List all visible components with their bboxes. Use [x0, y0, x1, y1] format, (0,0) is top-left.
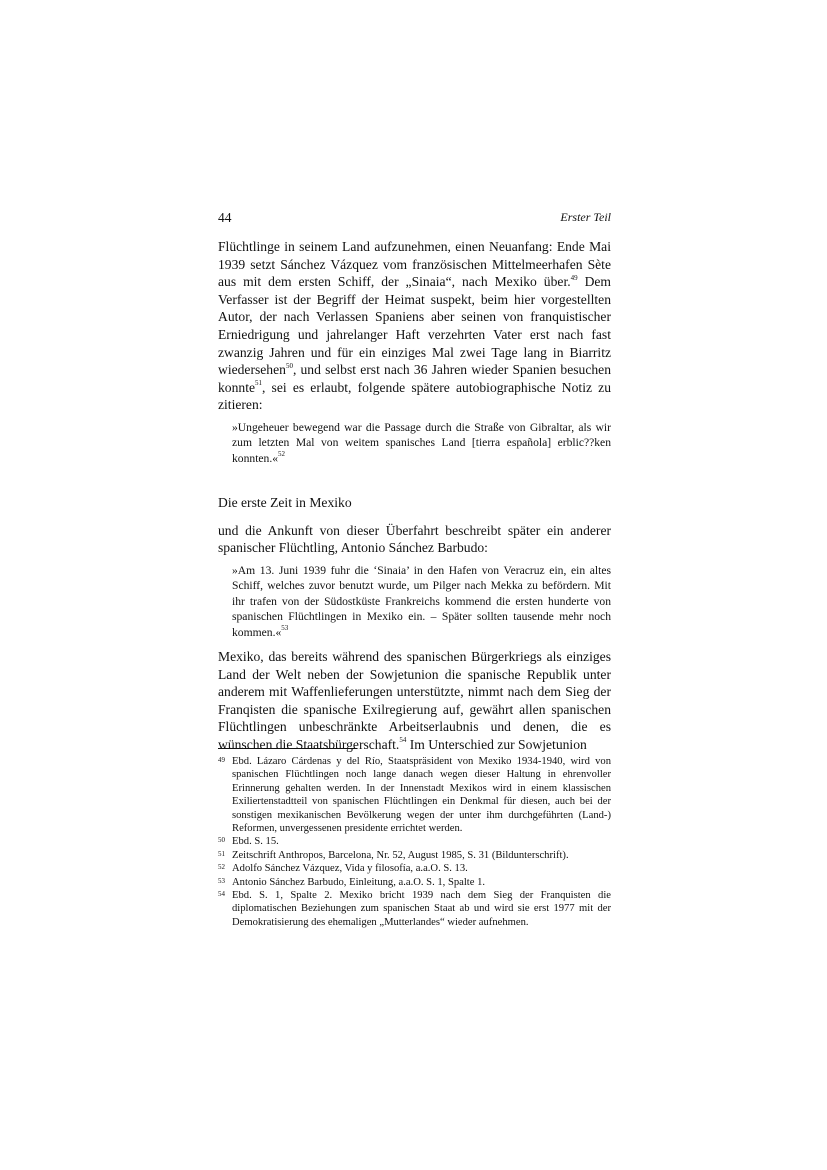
footnote-54	[218, 889, 611, 929]
block-quote-1-text: »Ungeheuer bewegend war die Passage durch die Straße von Gibraltar, als wir zum letzten Mal von weitem spanisches Land [tierra española] erblic??ken konnten.«	[232, 420, 611, 465]
paragraph-1-text-d: , sei es erlaubt, folgende spätere autobiographische Notiz zu zitieren:	[218, 379, 611, 413]
footnote-text: Adolfo Sánchez Vázquez, Vida y filosofía, a.a.O. S. 13.	[232, 863, 468, 875]
paragraph-1-text-a: Flüchtlinge in seinem Land aufzunehmen, einen Neuanfang: Ende Mai 1939 setzt Sánchez Vázquez vom französischen Mittelmeerhafen Sète aus mit dem ersten Schiff, der „Sinaia“, nach Mexiko über.	[218, 239, 611, 290]
paragraph-1	[218, 238, 611, 414]
footnote-ref-50: 50	[285, 361, 293, 370]
footnote-text: Zeitschrift Anthropos, Barcelona, Nr. 52, August 1985, S. 31 (Bildunterschrift).	[232, 849, 569, 861]
running-title: Erster Teil	[560, 210, 611, 224]
footnote-number: 51	[218, 849, 225, 858]
footnote-text: Antonio Sánchez Barbudo, Einleitung, a.a.O. S. 1, Spalte 1.	[232, 876, 486, 888]
footnote-divider	[218, 748, 357, 749]
footnote-number: 53	[218, 876, 225, 885]
footnote-text: Ebd. S. 1, Spalte 2. Mexiko bricht 1939 nach dem Sieg der Franquisten die diplomatischen Beziehungen zum spanischen Staat ab und wird sie erst 1977 mit der Demokratisierung des ehemaligen „Mutterlandes“ wieder aufnehmen.	[232, 890, 611, 928]
paragraph-1-text-b: Dem Verfasser ist der Begriff der Heimat suspekt, beim hier vorgestellten Autor, der nach Verlassen Spaniens aber seinen von franquistischer Erniedrigung und jahrelanger Haft verzehrten Vater erst nach fast zwanzig Jahren und für ein einziges Mal zwei Tage lang in Biarritz wiedersehen	[218, 274, 612, 378]
block-quote-2	[218, 563, 611, 640]
footnote-number: 50	[218, 836, 225, 845]
footnote-50	[218, 835, 611, 848]
footnote-ref-49: 49	[570, 273, 578, 282]
footnote-52	[218, 862, 611, 875]
footnote-number: 54	[218, 890, 225, 899]
paragraph-3-text-b: Im Unterschied zur Sowjetunion	[406, 736, 587, 752]
footnotes	[218, 755, 611, 929]
footnote-number: 49	[218, 756, 225, 764]
footnote-number: 52	[218, 863, 225, 872]
footnote-ref-52: 52	[278, 449, 286, 458]
footnote-53	[218, 876, 611, 889]
footnote-49	[218, 755, 611, 835]
paragraph-3-text-a: Mexiko, das bereits während des spanischen Bürgerkriegs als einziges Land der Welt neben der Sowjetunion die spanische Republik unter anderem mit Waffenlieferungen unterstützte, nimmt nach dem Sieg der Franqisten die spanische Exilregierung auf, gewährt allen spanischen Flüchtlingen unbeschränkte Arbeitserlaubnis und denen, die es wünschen die Staatsbürgerschaft.	[218, 648, 611, 752]
main-text	[218, 238, 611, 754]
block-quote-2-text: »Am 13. Juni 1939 fuhr die ‘Sinaia’ in den Hafen von Veracruz ein, ein altes Schiff, welches zuvor benutzt wurde, um Pilger nach Mekka zu befördern. Mit ihr trafen von der Südostküste Frankreichs kommend die ersten hunderte von spanischen Flüchtlingen in Mexiko ein. – Später sollten tausende mehr noch kommen.«	[232, 563, 611, 639]
footnote-text: Ebd. Lázaro Cárdenas y del Río, Staatspräsident von Mexiko 1934-1940, wird von spanischen Flüchtlingen noch lange danach wegen dieser Haltung in ehrenvoller Erinnerung gehalten werden. In der Innenstadt Mexikos wird in einem klassischen Exiliertenstadtteil von spanischen Flüchtlingen ein Denkmal für diesen, auch bei der sonstigen mexikanischen Bevölkerung wegen der unter ihm durchgeführten (Land-) Reformen, unvergessenen presidente errichtet werden.	[232, 756, 611, 835]
paragraph-2: und die Ankunft von dieser Überfahrt beschreibt später ein anderer spanischer Flüchtling, Antonio Sánchez Barbudo:	[218, 522, 611, 556]
footnote-ref-53: 53	[281, 623, 289, 632]
footnote-ref-54: 54	[399, 736, 407, 745]
footnote-ref-51: 51	[255, 379, 262, 388]
footnote-51	[218, 849, 611, 862]
section-heading: Die erste Zeit in Mexiko	[218, 495, 352, 511]
footnote-text: Ebd. S. 15.	[232, 836, 279, 848]
page-number: 44	[218, 210, 232, 225]
paragraph-1-text-c: , und selbst erst nach 36 Jahren wieder Spanien besuchen konnte	[218, 362, 611, 395]
paragraph-3	[218, 648, 611, 754]
block-quote-1	[218, 420, 611, 466]
